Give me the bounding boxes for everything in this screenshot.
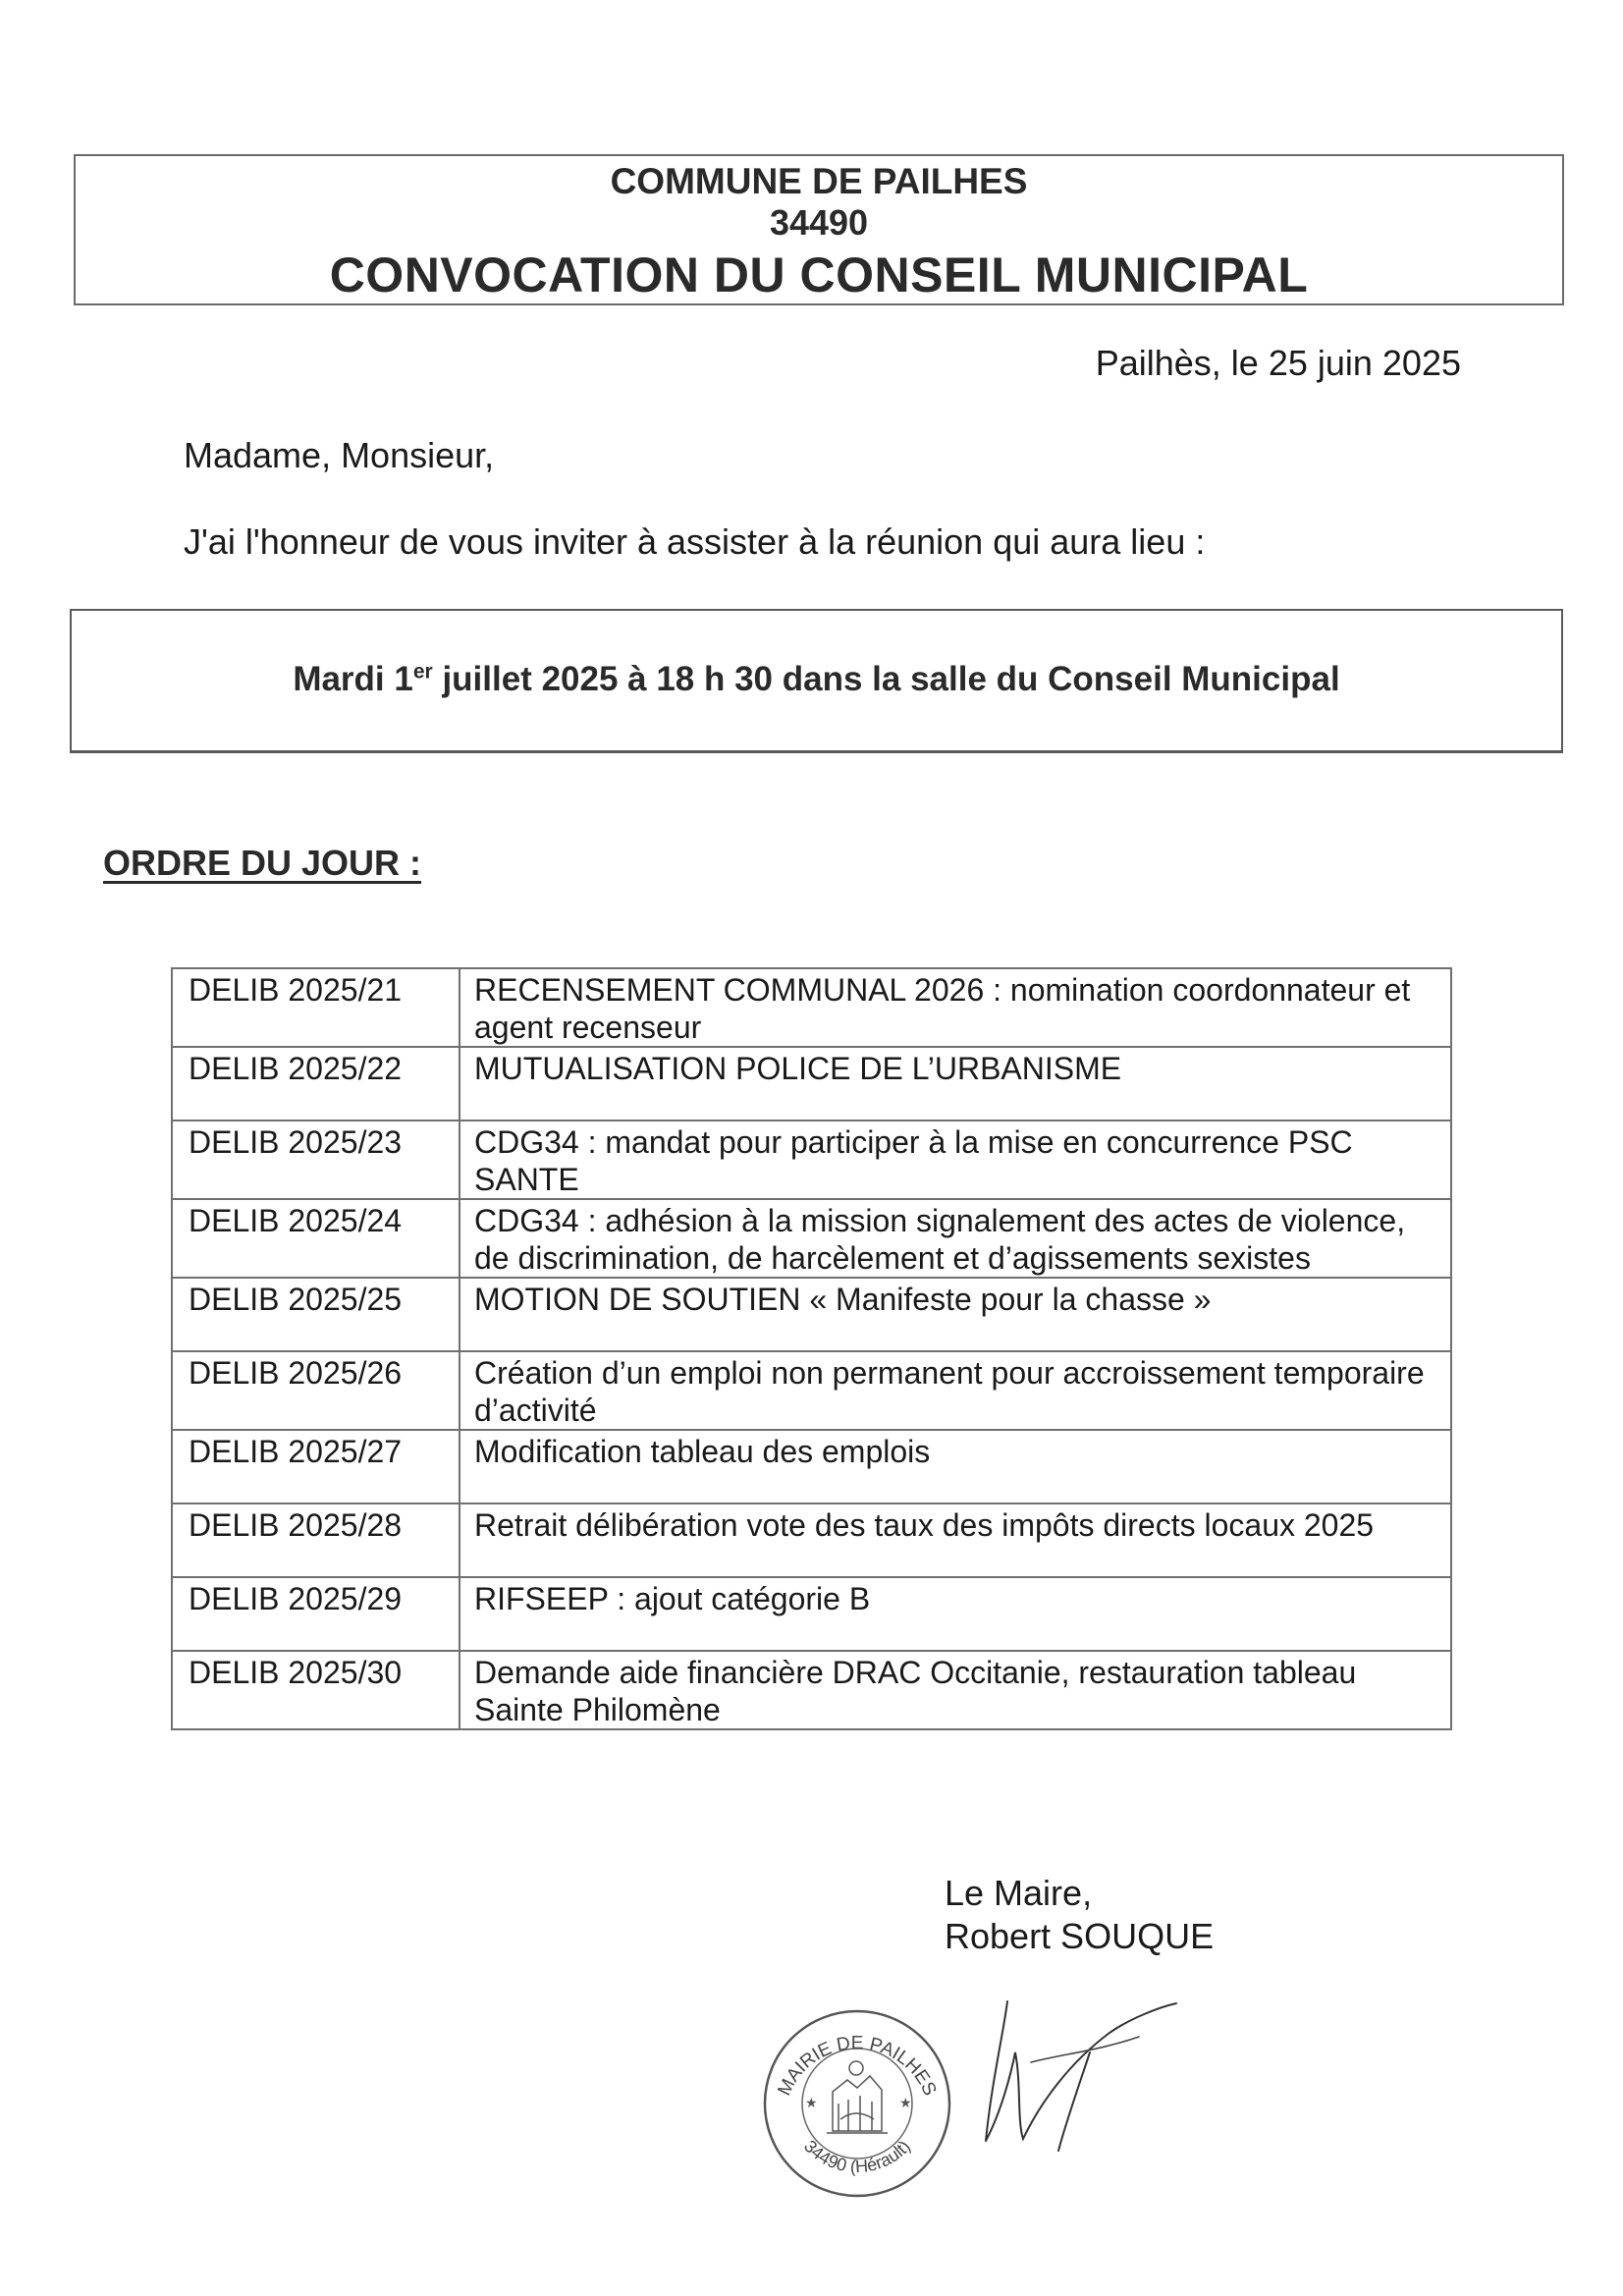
agenda-ref: DELIB 2025/29 <box>172 1577 460 1651</box>
agenda-subject: CDG34 : mandat pour participer à la mise en concurrence PSC SANTE <box>460 1121 1451 1199</box>
agenda-subject: RIFSEEP : ajout catégorie B <box>460 1577 1451 1651</box>
table-row <box>172 1351 1451 1430</box>
agenda-subject: Création d’un emploi non permanent pour accroissement temporaire d’activité <box>460 1351 1451 1430</box>
intro-text: J'ai l'honneur de vous inviter à assister à la réunion qui aura lieu : <box>184 521 1206 562</box>
agenda-subject: Retrait délibération vote des taux des impôts directs locaux 2025 <box>460 1503 1451 1577</box>
document-title: CONVOCATION DU CONSEIL MUNICIPAL <box>329 247 1309 302</box>
agenda-ref: DELIB 2025/30 <box>172 1651 460 1729</box>
mayor-signature <box>972 1994 1188 2160</box>
agenda-ref: DELIB 2025/27 <box>172 1430 460 1503</box>
svg-text:MAIRIE DE PAILHES <box>775 2033 941 2099</box>
star-icon: ★ <box>805 2095 818 2110</box>
meeting-day-suffix: er <box>412 660 433 683</box>
postal-code: 34490 <box>769 202 869 243</box>
mayor-title: Le Maire, <box>945 1873 1093 1913</box>
agenda-subject: Demande aide financière DRAC Occitanie, restauration tableau Sainte Philomène <box>460 1651 1451 1729</box>
mayor-name: Robert SOUQUE <box>945 1916 1215 1956</box>
table-row <box>172 1047 1451 1121</box>
svg-text:34490 (Hérault) <box>800 2136 914 2176</box>
agenda-subject: RECENSEMENT COMMUNAL 2026 : nomination coordonnateur et agent recenseur <box>460 968 1451 1047</box>
table-row <box>172 1503 1451 1577</box>
table-row <box>172 1651 1451 1729</box>
agenda-ref: DELIB 2025/25 <box>172 1278 460 1351</box>
table-row <box>172 1278 1451 1351</box>
table-row <box>172 1430 1451 1503</box>
stamp-bottom-text: 34490 (Hérault) <box>799 2136 915 2177</box>
salutation: Madame, Monsieur, <box>184 435 495 475</box>
agenda-subject: MOTION DE SOUTIEN « Manifeste pour la chasse » <box>460 1278 1451 1351</box>
town-hall-stamp <box>754 1994 960 2200</box>
agenda-subject: CDG34 : adhésion à la mission signalement des actes de violence, de discrimination, de harcèlement et d’agissements sexistes <box>460 1199 1451 1278</box>
agenda-ref: DELIB 2025/23 <box>172 1121 460 1199</box>
meeting-box <box>70 609 1563 753</box>
stamp-emblem-icon <box>827 2061 888 2133</box>
agenda-subject: MUTUALISATION POLICE DE L’URBANISME <box>460 1047 1451 1121</box>
meeting-day: Mardi 1 <box>293 660 413 698</box>
table-row <box>172 968 1451 1047</box>
agenda-table <box>171 967 1452 1730</box>
agenda-title: ORDRE DU JOUR : <box>103 843 422 883</box>
agenda-ref: DELIB 2025/26 <box>172 1351 460 1430</box>
table-row <box>172 1199 1451 1278</box>
meeting-details <box>72 658 1561 701</box>
stamp-top-text: MAIRIE DE PAILHES <box>774 2033 941 2100</box>
date-line: Pailhès, le 25 juin 2025 <box>1095 343 1461 383</box>
agenda-ref: DELIB 2025/22 <box>172 1047 460 1121</box>
table-row <box>172 1121 1451 1199</box>
meeting-rest: juillet 2025 à 18 h 30 dans la salle du Conseil Municipal <box>432 660 1340 698</box>
agenda-ref: DELIB 2025/24 <box>172 1199 460 1278</box>
header-box <box>74 154 1564 305</box>
agenda-ref: DELIB 2025/28 <box>172 1503 460 1577</box>
agenda-ref: DELIB 2025/21 <box>172 968 460 1047</box>
table-row <box>172 1577 1451 1651</box>
star-icon: ★ <box>899 2095 912 2110</box>
agenda-subject: Modification tableau des emplois <box>460 1430 1451 1503</box>
commune-name: COMMUNE DE PAILHES <box>610 161 1028 201</box>
